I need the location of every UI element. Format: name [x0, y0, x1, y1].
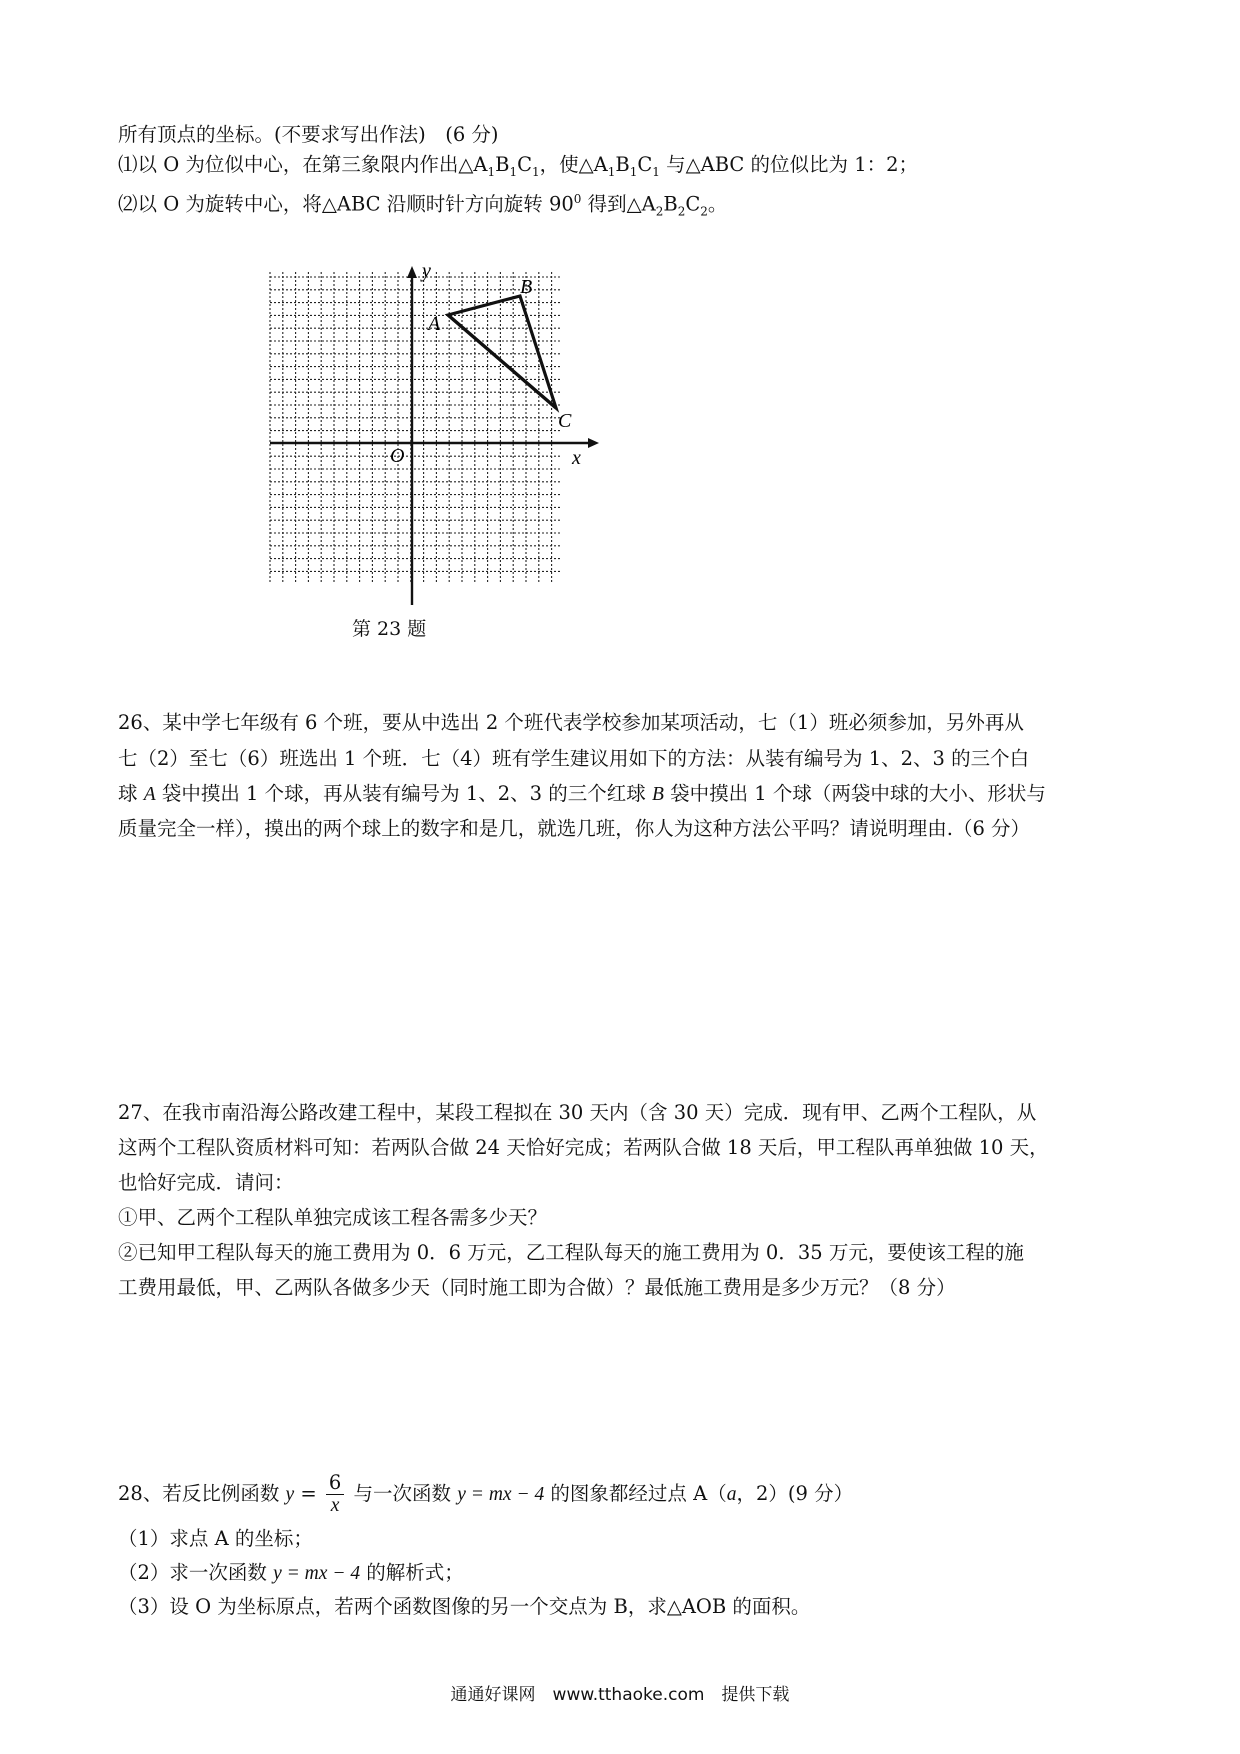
- q27-line4: ①甲、乙两个工程队单独完成该工程各需多少天？: [118, 1206, 548, 1229]
- q28-p2-a: （2）求一次函数: [118, 1561, 274, 1584]
- footer: 通通好课网 www.tthaoke.com 提供下载: [450, 1685, 790, 1705]
- triangle-abc: [448, 296, 556, 408]
- fraction-6-over-x: [326, 1472, 344, 1517]
- label-y: y: [422, 260, 431, 282]
- sub: 2: [655, 204, 664, 219]
- q26-line3-c: 袋中摸出 1 个球（两袋中球的大小、形状与: [663, 782, 1046, 805]
- q26-line3-b: 袋中摸出 1 个球，再从装有编号为 1、2、3 的三个红球: [155, 782, 652, 805]
- q25-intro: 所有顶点的坐标。(不要求写出作法) (6 分): [118, 123, 499, 146]
- fraction-denominator: x: [330, 1495, 340, 1516]
- x-axis-arrow: [588, 438, 599, 448]
- q28-y: y: [285, 1484, 295, 1505]
- q28-p2: [118, 1560, 464, 1587]
- label-x: x: [572, 447, 581, 469]
- bag-b-label: B: [651, 784, 664, 805]
- q27-line2: 这两个工程队资质材料可知：若两队合做 24 天恰好完成；若两队合做 18 天后，甲工程队再单独做 10 天，: [118, 1136, 1049, 1159]
- sub: 2: [700, 204, 708, 219]
- q27-line3: 也恰好完成．请问：: [118, 1171, 294, 1194]
- q28-p2-b: 的解析式；: [360, 1561, 464, 1584]
- coordinate-grid-figure: [262, 252, 602, 612]
- figure-caption: 第 23 题: [352, 618, 427, 640]
- q25-part2: [118, 186, 727, 224]
- q26-line1: 26、某中学七年级有 6 个班，要从中选出 2 个班代表学校参加某项活动，七（1）班必须参加，另外再从: [118, 711, 1024, 734]
- label-b: B: [520, 276, 533, 298]
- q28-head-b: 与一次函数: [347, 1482, 458, 1505]
- q28-head-c: 的图象都经过点 A（: [544, 1482, 727, 1505]
- grid-lines: [270, 272, 562, 582]
- q25-part1: [118, 152, 918, 185]
- q25-part1-a: ⑴以 O 为位似中心，在第三象限内作出△A: [118, 153, 488, 176]
- q28-p1: （1）求点 A 的坐标；: [118, 1527, 313, 1550]
- q26-line4: 质量完全一样），摸出的两个球上的数字和是几，就选几班，你人为这种方法公平吗？请说明理由.（6 分）: [118, 817, 1031, 840]
- q25-part2-d: C: [685, 192, 701, 216]
- q25-part1-f: C: [637, 153, 653, 176]
- q25-part1-d: ，使△A: [539, 153, 608, 176]
- label-a: A: [428, 313, 441, 335]
- label-c: C: [558, 410, 572, 432]
- q28-p2-expr: y = mx − 4: [273, 1563, 361, 1584]
- sub: 1: [532, 164, 540, 179]
- q27-line6: 工费用最低，甲、乙两队各做多少天（同时施工即为合做）？最低施工费用是多少万元？（8 分）: [118, 1276, 956, 1299]
- q26-line3-a: 球: [118, 782, 144, 805]
- sub: 1: [652, 164, 660, 179]
- q25-part1-e: B: [615, 153, 630, 176]
- q28-head-d: ，2）(9 分）: [736, 1482, 854, 1505]
- q27-line5: ②已知甲工程队每天的施工费用为 0．6 万元，乙工程队每天的施工费用为 0．35 万元，要使该工程的施: [118, 1241, 1024, 1264]
- q28-eq: =: [294, 1482, 323, 1505]
- q28-head-a: 28、若反比例函数: [118, 1482, 286, 1505]
- degree-sup: 0: [573, 192, 582, 206]
- q25-part1-b: B: [495, 153, 510, 176]
- q25-part2-b: 得到△A: [581, 192, 656, 216]
- sub: 1: [607, 164, 616, 179]
- q28-a: a: [726, 1484, 737, 1505]
- label-o: O: [390, 445, 405, 467]
- bag-a-label: A: [143, 784, 156, 805]
- q26-line2: 七（2）至七（6）班选出 1 个班．七（4）班有学生建议用如下的方法：从装有编号为 1、2、3 的三个白: [118, 747, 1030, 770]
- q26-line3: [118, 781, 1046, 808]
- q28-linear-expr: y = mx − 4: [457, 1484, 545, 1505]
- q27-line1: 27、在我市南沿海公路改建工程中，某段工程拟在 30 天内（含 30 天）完成．现有甲、乙两个工程队，从: [118, 1101, 1037, 1124]
- q25-part1-g: 与△ABC 的位似比为 1：2；: [659, 153, 919, 176]
- q28-head: [118, 1472, 853, 1517]
- q25-part1-c: C: [517, 153, 533, 176]
- fraction-numerator: 6: [326, 1472, 344, 1495]
- q28-p3: （3）设 O 为坐标原点，若两个函数图像的另一个交点为 B，求△AOB 的面积。: [118, 1595, 811, 1618]
- q25-part2-a: ⑵以 O 为旋转中心，将△ABC 沿顺时针方向旋转 90: [118, 192, 574, 216]
- q25-part2-c: B: [663, 192, 678, 216]
- sub: 2: [677, 204, 686, 219]
- q25-part2-e: 。: [707, 192, 728, 216]
- sub: 1: [509, 164, 518, 179]
- sub: 1: [629, 164, 638, 179]
- sub: 1: [487, 164, 496, 179]
- y-axis-arrow: [407, 266, 417, 278]
